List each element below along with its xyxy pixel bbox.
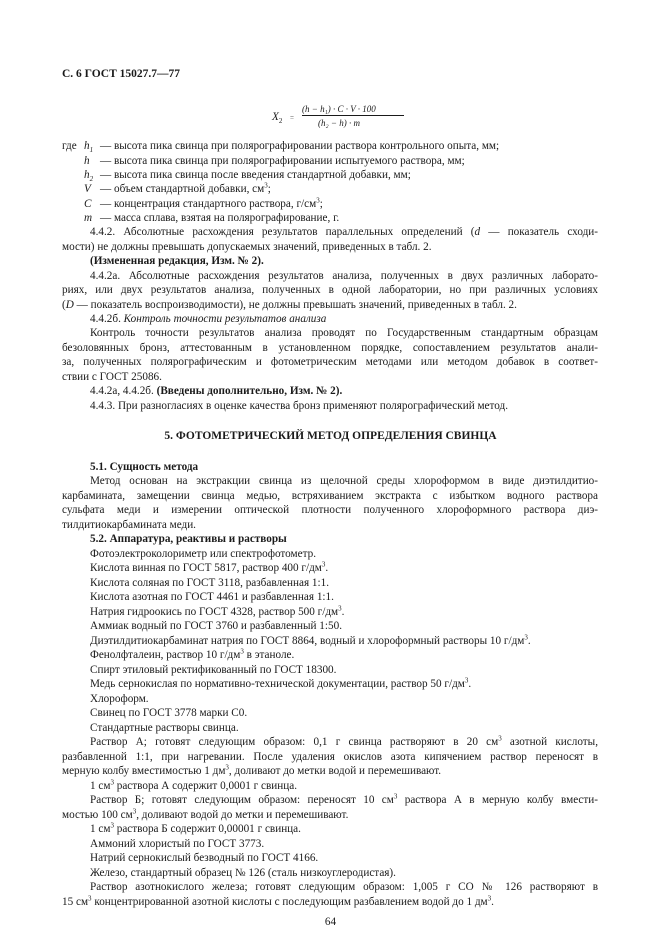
section-51-heading: 5.1. Сущность метода <box>90 461 199 473</box>
section-52-heading: 5.2. Аппаратура, реактивы и растворы <box>90 533 287 545</box>
def-symbol: $h_2$ <box>84 169 94 184</box>
para-442b-line3: за, полученных полярографическим и фотометрическим методами или методом добавок в соответ- <box>62 356 598 368</box>
para-442a-line1: 4.4.2а. Абсолютные расхождения результатов анализа, полученных в двух различных лаборато- <box>90 270 598 282</box>
page-header: С. 6 ГОСТ 15027.7—77 <box>62 68 181 80</box>
solution-a-line1: Раствор А; готовят следующим образом: 0,1 г свинца растворяют в 20 $см^3$ азотной кислоты, <box>90 734 598 748</box>
para-442a-line2: риях, или двух результатов анализа, полученных в одной лаборатории, но при различных условиях <box>62 284 598 296</box>
def-text: — масса сплава, взятая на полярографирование, г. <box>100 212 340 224</box>
solution-b-line1: Раствор Б; готовят следующим образом: переносят 10 $см^3$ раствора А в мерную колбу вмести- <box>90 792 599 806</box>
formula-x2 <box>272 102 412 134</box>
def-symbol: C <box>84 198 92 210</box>
section-51-line4: тилдитиокарбамината меди. <box>62 519 196 531</box>
reagent-item: Свинец по ГОСТ 3778 марки С0. <box>90 707 248 719</box>
reagent-item: Железо, стандартный образец № 126 (сталь низкоуглеродистая). <box>90 867 396 879</box>
reagent-item: Кислота азотная по ГОСТ 4461 и разбавленная 1:1. <box>90 591 334 603</box>
reagent-item: Натрий сернокислый безводный по ГОСТ 4166. <box>90 852 319 864</box>
reagent-item: Стандартные растворы свинца. <box>90 722 239 734</box>
solution-a-line2: разбавленной 1:1, при нагревании. После удаления окислов азота кипячением раствор переносят в <box>62 751 598 763</box>
reagent-item: Кислота соляная по ГОСТ 3118, разбавленная 1:1. <box>90 577 329 589</box>
reagent-item: Аммоний хлористый по ГОСТ 3773. <box>90 838 265 850</box>
reagent-item: Кислота винная по ГОСТ 5817, раствор 400 $г/дм^3$. <box>90 560 329 574</box>
iron-solution-line2: 15 $см^3$ концентрированной азотной кислоты с последующим разбавлением водой до 1 $дм^3$. <box>62 894 494 908</box>
def-text: — объем стандартной добавки, $см^3$; <box>100 181 271 195</box>
reagent-item: Хлороформ. <box>90 693 149 705</box>
def-text: — высота пика свинца при полярографировании раствора контрольного опыта, мм; <box>100 140 500 152</box>
formula-equals: = <box>290 114 294 122</box>
reagent-item: Фенолфталеин, раствор 10 $г/дм^3$ в этаноле. <box>90 647 295 661</box>
page-number: 64 <box>324 916 337 928</box>
reagent-item: Медь сернокислая по нормативно-технической документации, раствор 50 $г/дм^3$. <box>90 676 472 690</box>
para-442b-line1: Контроль точности результатов анализа проводят по Государственным стандартным образцам <box>90 327 598 339</box>
section-51-line2: карбамината, замещении свинца медью, встряхиванием экстракта с избытком водного раствора <box>62 490 598 502</box>
section-51-line1: Метод основан на экстракции свинца из щелочной среды хлороформом в виде диэтилдитио- <box>90 475 598 487</box>
section-title: 5. ФОТОМЕТРИЧЕСКИЙ МЕТОД ОПРЕДЕЛЕНИЯ СВИНЦА <box>164 430 497 442</box>
para-442b-amendment: 4.4.2а, 4.4.2б. (Введены дополнительно, Изм. № 2). <box>90 385 343 397</box>
reagent-item: Спирт этиловый ректификованный по ГОСТ 18300. <box>90 664 337 676</box>
para-442a-line3: (D — показатель воспроизводимости), не должны превышать значений, приведенных в табл. 2. <box>62 299 517 311</box>
reagent-item: Аммиак водный по ГОСТ 3760 и разбавленный 1:50. <box>90 620 342 632</box>
def-symbol: V <box>84 183 91 195</box>
formula-denominator: (h₂ − h) · m <box>318 118 360 128</box>
reagent-item: Фотоэлектроколориметр или спектрофотометр. <box>90 548 316 560</box>
para-442-amendment: (Измененная редакция, Изм. № 2). <box>90 255 264 267</box>
section-51-line3: сульфата меди и измерении оптической плотности полученного хлороформного раствора диэ- <box>62 504 598 516</box>
reagent-item: Натрия гидроокись по ГОСТ 4328, раствор 500 $г/дм^3$. <box>90 604 345 618</box>
def-symbol: m <box>84 212 93 224</box>
para-442b-line2: безоловянных бронз, аттестованным в установленном порядке, сопоставлением результатов анали- <box>62 342 598 354</box>
para-442b-line4: ствии с ГОСТ 25086. <box>62 371 162 383</box>
formula-lhs: $X_2$ <box>272 111 283 126</box>
definitions-prefix: где <box>62 140 77 152</box>
iron-solution-line1: Раствор азотнокислого железа; готовят следующим образом: 1,005 г СО № 126 растворяют в <box>90 881 598 893</box>
def-text: — концентрация стандартного раствора, $г/см^3$; <box>100 196 323 210</box>
reagent-item: Диэтилдитиокарбаминат натрия по ГОСТ 8864, водный и хлороформный растворы 10 $г/дм^3$. <box>90 633 531 647</box>
solution-b-line3: 1 $см^3$ раствора Б содержит 0,00001 г свинца. <box>90 821 301 835</box>
formula-numerator: (h − h₁) · C · V · 100 <box>302 104 376 114</box>
solution-a-line3: мерную колбу вместимостью 1 $дм^3$, доливают до метки водой и перемешивают. <box>62 763 442 777</box>
def-text: — высота пика свинца при полярографировании испытуемого раствора, мм; <box>100 155 465 167</box>
def-text: — высота пика свинца после введения стандартной добавки, мм; <box>100 169 411 181</box>
solution-a-line4: 1 $см^3$ раствора А содержит 0,0001 г свинца. <box>90 778 297 792</box>
para-442b-heading: 4.4.2б. Контроль точности результатов анализа <box>90 313 327 325</box>
para-442-line2: мости) не должны превышать допускаемых значений, приведенных в табл. 2. <box>62 241 432 253</box>
def-symbol: $h_1$ <box>84 140 94 155</box>
para-442-line1: 4.4.2. Абсолютные расхождения результатов параллельных определений (d — показатель сходи- <box>90 226 598 238</box>
def-symbol: h <box>84 155 90 167</box>
solution-b-line2: мостью 100 $см^3$, доливают водой до метки и перемешивают. <box>62 807 349 821</box>
para-443: 4.4.3. При разногласиях в оценке качества бронз применяют полярографический метод. <box>90 400 509 412</box>
